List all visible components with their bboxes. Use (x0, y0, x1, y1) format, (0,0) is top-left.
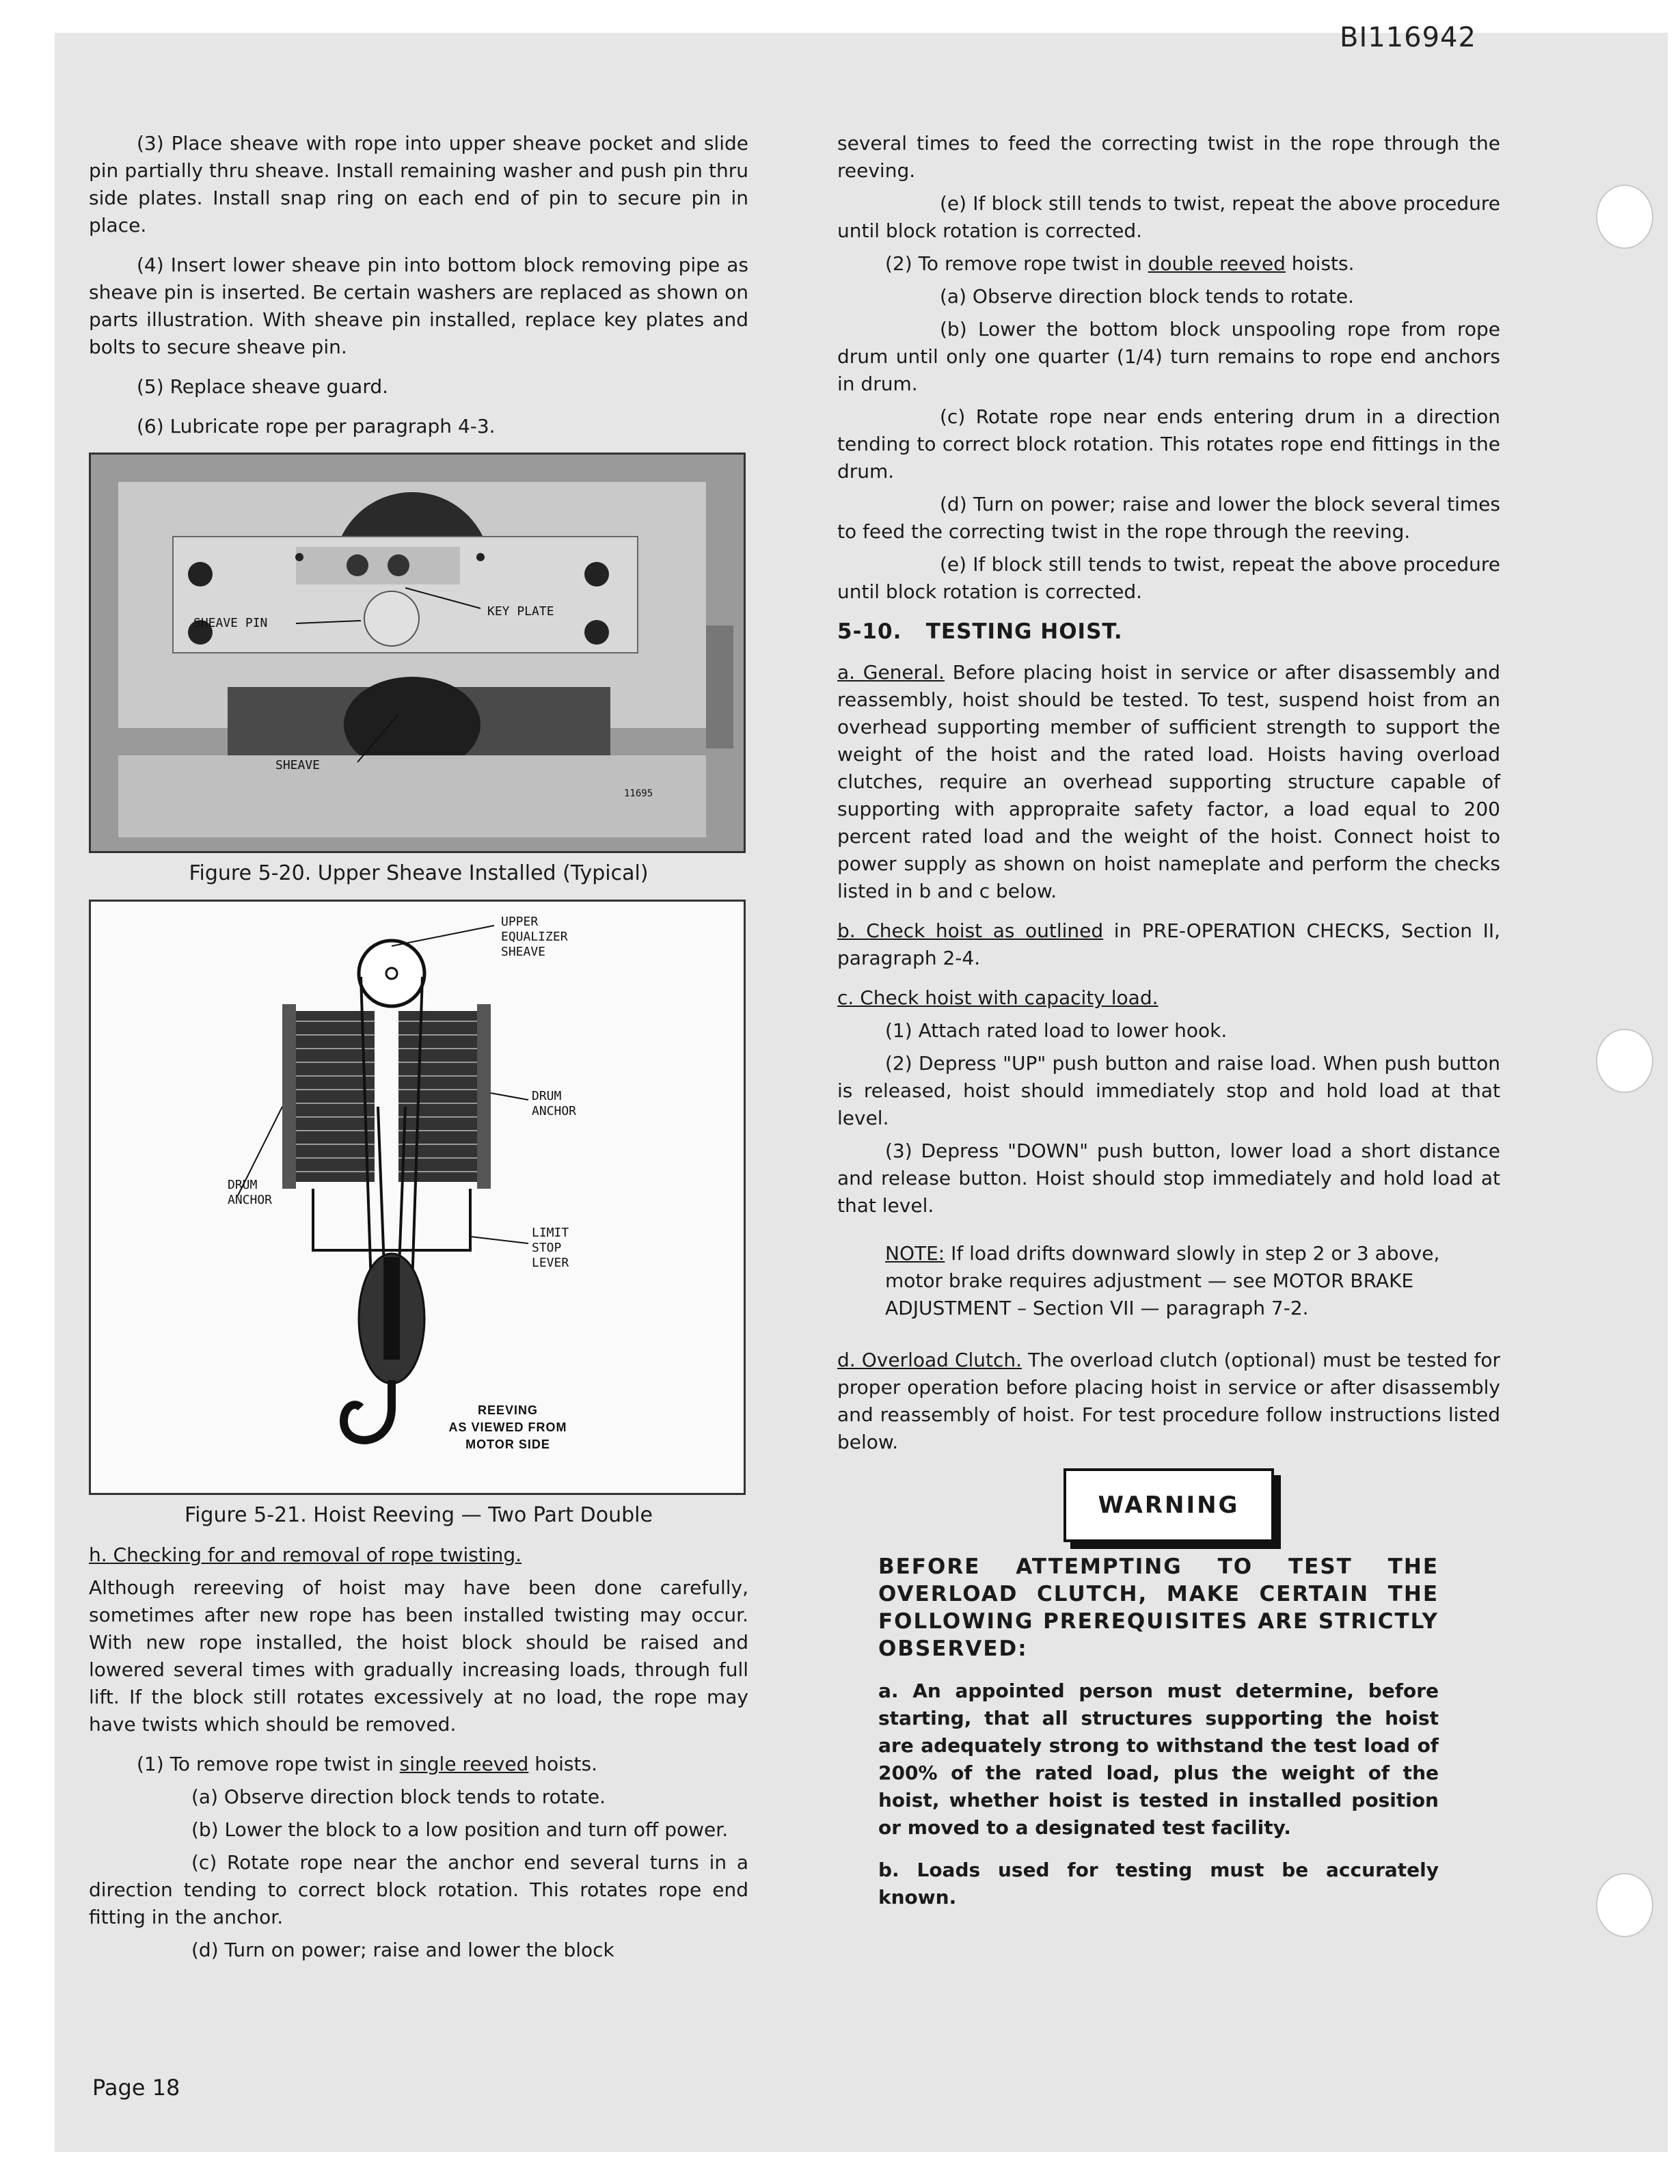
h-step-1d: (d) Turn on power; raise and lower the block (191, 1939, 614, 1961)
label-reeving-3: MOTOR SIDE (465, 1438, 550, 1451)
step-2c: (c) Rotate rope near ends entering drum in a direction tending to correct block rotation. This rotates rope end fittings in the drum. (837, 405, 1500, 483)
h1-underlined: single reeved (399, 1753, 529, 1775)
document-id: BI116942 (1340, 22, 1476, 53)
page-number: Page 18 (92, 2075, 180, 2101)
para-a-body: Before placing hoist in service or after disassembly and reassembly, hoist should be tested. To test, suspend hoist from an overhead supporting member of sufficient strength to support the weight of the hoist and the rated load. Hoists having overload clutches, require an overhead supporting structure capable of supporting with appropraite safety factor, a load equal to 200 percent rated load and the weight of the hoist. Connect hoist to power supply as shown on hoist nameplate and perform the checks listed in b and c below. (837, 661, 1500, 902)
label-upper-3: SHEAVE (501, 945, 546, 959)
h-step-1a: (a) Observe direction block tends to rotate. (191, 1785, 606, 1808)
step-6: (6) Lubricate rope per paragraph 4-3. (137, 415, 496, 437)
step2-suffix: hoists. (1285, 252, 1355, 275)
step-3: (3) Place sheave with rope into upper sheave pocket and slide pin partially thru sheave. Install remaining washer and push pin thru side plates. Install snap ring on each end of pin to secure pin in place. (89, 132, 748, 237)
h-step-1 (89, 1751, 748, 1778)
step-4: (4) Insert lower sheave pin into bottom block removing pipe as sheave pin is inserted. Be certain washers are replaced as shown on parts illustration. With sheave pin installed, replace key plates and bolts to secure sheave pin. (89, 254, 748, 358)
label-drum-anchor-right-1: DRUM (532, 1089, 562, 1103)
warning-item-b: b. Loads used for testing must be accurately known. (878, 1859, 1439, 1909)
warning-box: WARNING (1063, 1468, 1274, 1542)
punch-hole-bottom (1596, 1873, 1653, 1937)
para-b-underlined: b. Check hoist as outlined (837, 919, 1104, 942)
upper-sheave-illustration (91, 455, 744, 851)
para-d-body: The overload clutch (optional) must be tested for proper operation before placing hoist in service or after disassembly and reassembly of hoist. For test procedure follow instructions listed below. (837, 1349, 1500, 1453)
label-drum-anchor-right-2: ANCHOR (532, 1104, 577, 1118)
step-2e: (e) If block still tends to twist, repeat the above procedure until block rotation is corrected. (837, 553, 1500, 603)
section-number: 5-10. (837, 619, 902, 644)
note-body: If load drifts downward slowly in step 2 or 3 above, motor brake requires adjustment — see MOTOR BRAKE ADJUSTMENT – Section VII — paragraph 7-2. (885, 1242, 1440, 1319)
label-sheave: SHEAVE (275, 758, 321, 772)
hoist-reeving-illustration (91, 902, 744, 1493)
para-d-heading: d. Overload Clutch. (837, 1349, 1022, 1371)
h-step-1b: (b) Lower the block to a low position and turn off power. (191, 1818, 729, 1841)
continued-text: several times to feed the correcting twist in the rope through the reeving. (837, 132, 1500, 182)
figure-5-20-caption: Figure 5-20. Upper Sheave Installed (Typical) (189, 861, 649, 885)
punch-hole-top (1596, 185, 1653, 249)
step2-text: (2) To remove rope twist in (885, 252, 1148, 275)
label-reeving-2: AS VIEWED FROM (448, 1420, 567, 1434)
para-c-2: (2) Depress "UP" push button and raise load. When push button is released, hoist should immediately stop and hold load at that level. (837, 1052, 1500, 1129)
note-label: NOTE: (885, 1242, 945, 1265)
label-limit-3: LEVER (532, 1256, 569, 1270)
step-5: (5) Replace sheave guard. (137, 375, 389, 398)
section-title: TESTING HOIST. (925, 619, 1123, 644)
para-a-heading: a. General. (837, 661, 945, 684)
step-2 (837, 250, 1500, 278)
h-step-1c: (c) Rotate rope near the anchor end several turns in a direction tending to correct block rotation. This rotates rope end fitting in the anchor. (89, 1851, 748, 1928)
label-limit-2: STOP (532, 1241, 562, 1255)
para-c-3: (3) Depress "DOWN" push button, lower load a short distance and release button. Hoist should stop immediately and hold load at that level. (837, 1140, 1500, 1217)
h-heading: h. Checking for and removal of rope twisting. (89, 1543, 522, 1566)
para-d (837, 1347, 1500, 1456)
note-block (885, 1240, 1452, 1322)
step-2d: (d) Turn on power; raise and lower the block several times to feed the correcting twist in the rope through the reeving. (837, 493, 1500, 543)
label-photo-code: 11695 (624, 788, 653, 799)
right-column (837, 130, 1500, 1926)
para-b-body: in PRE-OPERATION CHECKS, Section II, paragraph 2-4. (837, 919, 1500, 969)
para-b (837, 917, 1500, 972)
label-drum-anchor-left-2: ANCHOR (228, 1193, 273, 1207)
label-upper-1: UPPER (501, 915, 539, 929)
para-c-heading: c. Check hoist with capacity load. (837, 986, 1159, 1009)
para-c-1: (1) Attach rated load to lower hook. (885, 1019, 1228, 1042)
label-key-plate: KEY PLATE (487, 604, 554, 619)
step2-underlined: double reeved (1148, 252, 1286, 275)
warning-heading: BEFORE ATTEMPTING TO TEST THE OVERLOAD CLUTCH, MAKE CERTAIN THE FOLLOWING PREREQUISITES ARE STRICTLY OBSERVED: (878, 1554, 1439, 1661)
step-1e: (e) If block still tends to twist, repeat the above procedure until block rotation is corrected. (837, 192, 1500, 242)
warning-item-a: a. An appointed person must determine, before starting, that all structures supporting the hoist are adequately strong to withstand the test load of 200% of the rated load, plus the weight of the hoist, whether hoist is tested in installed position or moved to a designated test facility. (878, 1680, 1439, 1839)
para-a-general (837, 659, 1500, 905)
label-sheave-pin: SHEAVE PIN (193, 616, 268, 630)
label-drum-anchor-left-1: DRUM (228, 1178, 258, 1192)
label-reeving-1: REEVING (477, 1403, 539, 1417)
section-heading (837, 618, 1500, 645)
h1-suffix: hoists. (528, 1753, 597, 1775)
step-2b: (b) Lower the bottom block unspooling rope from rope drum until only one quarter (1/4) turn remains to rope end anchors in drum. (837, 318, 1500, 395)
label-upper-2: EQUALIZER (501, 930, 568, 944)
left-column (89, 130, 748, 1969)
figure-5-21-caption: Figure 5-21. Hoist Reeving — Two Part Double (185, 1503, 653, 1527)
punch-hole-middle (1596, 1029, 1653, 1093)
warning-text (878, 1553, 1439, 1911)
label-limit-1: LIMIT (532, 1226, 569, 1240)
h-paragraph: Although rereeving of hoist may have been done carefully, sometimes after new rope has been installed twisting may occur. With new rope installed, the hoist block should be raised and lowered several times with gradually increasing loads, through full lift. If the block still rotates excessively at no load, the rope may have twists which should be removed. (89, 1576, 748, 1736)
figure-5-20-photo (89, 453, 746, 853)
figure-5-21-diagram (89, 900, 746, 1495)
step-2a: (a) Observe direction block tends to rotate. (940, 285, 1355, 308)
h1-text: (1) To remove rope twist in (137, 1753, 400, 1775)
